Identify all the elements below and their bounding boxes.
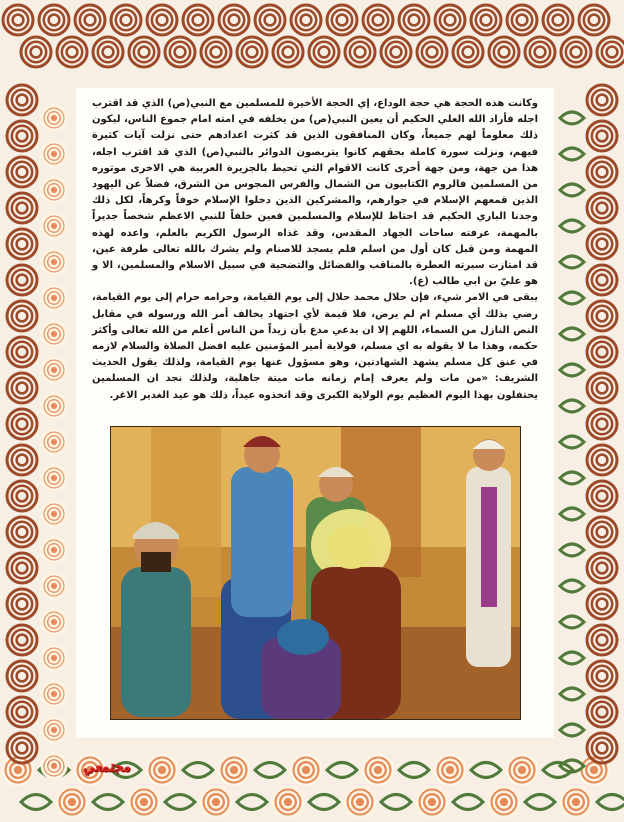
swirl-ornament (42, 214, 66, 238)
swirl-ornament (587, 229, 617, 259)
swirl-ornament (560, 652, 584, 664)
swirl-ornament (471, 5, 501, 35)
swirl-ornament (183, 5, 213, 35)
swirl-ornament (42, 322, 66, 346)
swirl-ornament (587, 481, 617, 511)
swirl-ornament (587, 193, 617, 223)
swirl-ornament (7, 193, 37, 223)
swirl-ornament (42, 610, 66, 634)
swirl-ornament (165, 795, 195, 810)
swirl-ornament (93, 37, 123, 67)
swirl-ornament (587, 409, 617, 439)
swirl-ornament (381, 795, 411, 810)
swirl-ornament (7, 481, 37, 511)
swirl-ornament (560, 616, 584, 628)
swirl-ornament (543, 5, 573, 35)
swirl-ornament (291, 755, 321, 785)
swirl-ornament (345, 787, 375, 817)
swirl-ornament (560, 184, 584, 196)
swirl-ornament (587, 265, 617, 295)
swirl-ornament (560, 148, 584, 160)
swirl-ornament (435, 5, 465, 35)
swirl-ornament (21, 37, 51, 67)
swirl-ornament (560, 508, 584, 520)
swirl-ornament (560, 292, 584, 304)
swirl-ornament (587, 625, 617, 655)
swirl-ornament (42, 574, 66, 598)
swirl-ornament (507, 5, 537, 35)
swirl-ornament (561, 37, 591, 67)
swirl-ornament (7, 121, 37, 151)
swirl-ornament (417, 37, 447, 67)
swirl-ornament (587, 121, 617, 151)
swirl-ornament (3, 755, 33, 785)
swirl-ornament (525, 37, 555, 67)
swirl-ornament (219, 755, 249, 785)
swirl-ornament (587, 85, 617, 115)
swirl-ornament (42, 538, 66, 562)
swirl-ornament (579, 5, 609, 35)
swirl-ornament (42, 142, 66, 166)
magazine-logo: مجتمعي (82, 759, 130, 775)
swirl-ornament (147, 5, 177, 35)
swirl-ornament (309, 795, 339, 810)
swirl-ornament (7, 445, 37, 475)
swirl-ornament (7, 625, 37, 655)
swirl-ornament (345, 37, 375, 67)
swirl-ornament (560, 436, 584, 448)
swirl-ornament (560, 400, 584, 412)
swirl-ornament (7, 517, 37, 547)
swirl-ornament (39, 5, 69, 35)
swirl-ornament (597, 795, 624, 810)
swirl-ornament (255, 5, 285, 35)
swirl-ornament (7, 661, 37, 691)
swirl-ornament (381, 37, 411, 67)
swirl-ornament (561, 787, 591, 817)
swirl-ornament (42, 358, 66, 382)
swirl-ornament (560, 256, 584, 268)
article-text (92, 96, 538, 404)
swirl-ornament (560, 688, 584, 700)
swirl-ornament (560, 364, 584, 376)
swirl-ornament (75, 5, 105, 35)
swirl-ornament (273, 37, 303, 67)
swirl-ornament (273, 787, 303, 817)
swirl-ornament (42, 286, 66, 310)
swirl-ornament (129, 787, 159, 817)
swirl-ornament (21, 795, 51, 810)
swirl-ornament (560, 724, 584, 736)
swirl-ornament (7, 85, 37, 115)
article-paragraph-2: يبقى في الامر شيء، فإن حلال محمد حلال إلى يوم القيامة، وحرامه حرام إلى يوم القيامة، رضي بذلك أي مسلم ام لم يرض، فلا قيمة لأي اجتهاد يخالف أمر الله ورسوله في مقابل النص النازل من السماء، اللهم إلا ان يدعي مدع بأن زيداً من الناس أعلم من الله تعالى وأكثر حكمه، وهذا ما لا يقوله به اي مسلم، فولاية أمير المؤمنين عليه افضل الصلاة والسلام لازمه في عنق كل مسلم يشهد الشهادتين، وهو مسؤول عنها يوم القيامة، ولذلك يقول الحديث الشريف: «من مات ولم يعرف إمام زمانه مات ميتة جاهلية، ولذلك نجد ان المسلمين يحتفلون بهذا اليوم العظيم يوم الولاية الكبرى وقد اتخذوه عيداً، ذلك هو عيد الغدير الاغر. (92, 292, 538, 401)
swirl-ornament (587, 337, 617, 367)
swirl-ornament (587, 553, 617, 583)
swirl-ornament (7, 265, 37, 295)
figure-right (466, 439, 511, 667)
swirl-ornament (42, 430, 66, 454)
swirl-ornament (471, 763, 501, 778)
swirl-ornament (7, 229, 37, 259)
swirl-ornament (42, 502, 66, 526)
swirl-ornament (42, 466, 66, 490)
swirl-ornament (201, 37, 231, 67)
swirl-ornament (7, 373, 37, 403)
swirl-ornament (399, 763, 429, 778)
swirl-ornament (560, 580, 584, 592)
swirl-ornament (7, 553, 37, 583)
swirl-ornament (237, 795, 267, 810)
swirl-ornament (7, 733, 37, 763)
swirl-ornament (255, 763, 285, 778)
swirl-ornament (399, 5, 429, 35)
swirl-ornament (42, 682, 66, 706)
swirl-ornament (560, 328, 584, 340)
swirl-ornament (417, 787, 447, 817)
swirl-ornament (327, 5, 357, 35)
swirl-ornament (183, 763, 213, 778)
swirl-ornament (587, 373, 617, 403)
swirl-ornament (7, 157, 37, 187)
swirl-ornament (597, 37, 624, 67)
swirl-ornament (42, 646, 66, 670)
swirl-ornament (489, 37, 519, 67)
swirl-ornament (3, 5, 33, 35)
swirl-ornament (147, 755, 177, 785)
swirl-ornament (587, 157, 617, 187)
swirl-ornament (42, 394, 66, 418)
swirl-ornament (363, 755, 393, 785)
swirl-ornament (587, 301, 617, 331)
swirl-ornament (587, 661, 617, 691)
swirl-ornament (7, 589, 37, 619)
swirl-ornament (560, 472, 584, 484)
swirl-ornament (57, 37, 87, 67)
swirl-ornament (435, 755, 465, 785)
swirl-ornament (587, 445, 617, 475)
swirl-ornament (42, 250, 66, 274)
swirl-ornament (453, 37, 483, 67)
swirl-ornament (587, 517, 617, 547)
swirl-ornament (291, 5, 321, 35)
swirl-ornament (7, 301, 37, 331)
swirl-ornament (93, 795, 123, 810)
swirl-ornament (201, 787, 231, 817)
swirl-ornament (525, 795, 555, 810)
swirl-ornament (7, 337, 37, 367)
swirl-ornament (560, 112, 584, 124)
swirl-ornament (237, 37, 267, 67)
illustration-scene (111, 427, 520, 719)
swirl-ornament (507, 755, 537, 785)
story-illustration (110, 426, 521, 720)
swirl-ornament (587, 733, 617, 763)
swirl-ornament (219, 5, 249, 35)
swirl-ornament (42, 754, 66, 778)
swirl-ornament (363, 5, 393, 35)
swirl-ornament (560, 220, 584, 232)
swirl-ornament (42, 718, 66, 742)
swirl-ornament (560, 544, 584, 556)
swirl-ornament (129, 37, 159, 67)
swirl-ornament (42, 106, 66, 130)
swirl-ornament (327, 763, 357, 778)
swirl-ornament (7, 409, 37, 439)
swirl-ornament (57, 787, 87, 817)
swirl-ornament (587, 697, 617, 727)
swirl-ornament (453, 795, 483, 810)
swirl-ornament (587, 589, 617, 619)
swirl-ornament (165, 37, 195, 67)
swirl-ornament (111, 5, 141, 35)
swirl-ornament (42, 178, 66, 202)
swirl-ornament (309, 37, 339, 67)
swirl-ornament (489, 787, 519, 817)
swirl-ornament (7, 697, 37, 727)
article-paragraph-1: وكانت هذه الحجة هي حجة الوداع، إي الحجة الأخيرة للمسلمين مع النبي(ص) الذي قد اقترب اجله فأراد الله العلي الحكيم أن يعين النبي(ص) من يخلفه في امته امام جموع الناس، ليكون ذلك معلوماً لهم جميعاً، وكان المنافقون الذين قد كثرت اعدادهم حتى نزلت آيات كثيرة فيهم، ونزلت سورة كاملة بحقهم كانوا يتربصون الدوائر بالنبي(ص) الذي قد اقترب اجله، هذا من جهة، ومن جهة أخرى كانت الاقوام التي تحيط بالجزيرة العربية هي الاخرى موتوره من المسلمين فالروم الكتابيون من الشمال والفرس المجوس من الشرق، فضلاً عن اليهود الذين قمعهم الإسلام في جوارهم، والمشركين الذين دخلوا الإسلام خوفاً وكرهاً، لكل ذلك وجدنا الباري الحكيم قد احتاط للإسلام والمسلمين فعين خلفاً للنبي الاعظم شخصاً جديراً بالمهمة، عرفته ساحات الجهاد المقدس، وقد غذاه الرسول الكريم بالعلم، واعده لهذه المهمة ومن قبل كان أول من اسلم فلم يسجد للاصنام ولم يشرك بالله تعالى طرفة عين، قد امتازت سيرته العطرة بالمناقب والفضائل والتضحية في سبيل الاسلام والمسلمين، الا و هو عليّ بن ابي طالب (ع). (92, 98, 538, 288)
